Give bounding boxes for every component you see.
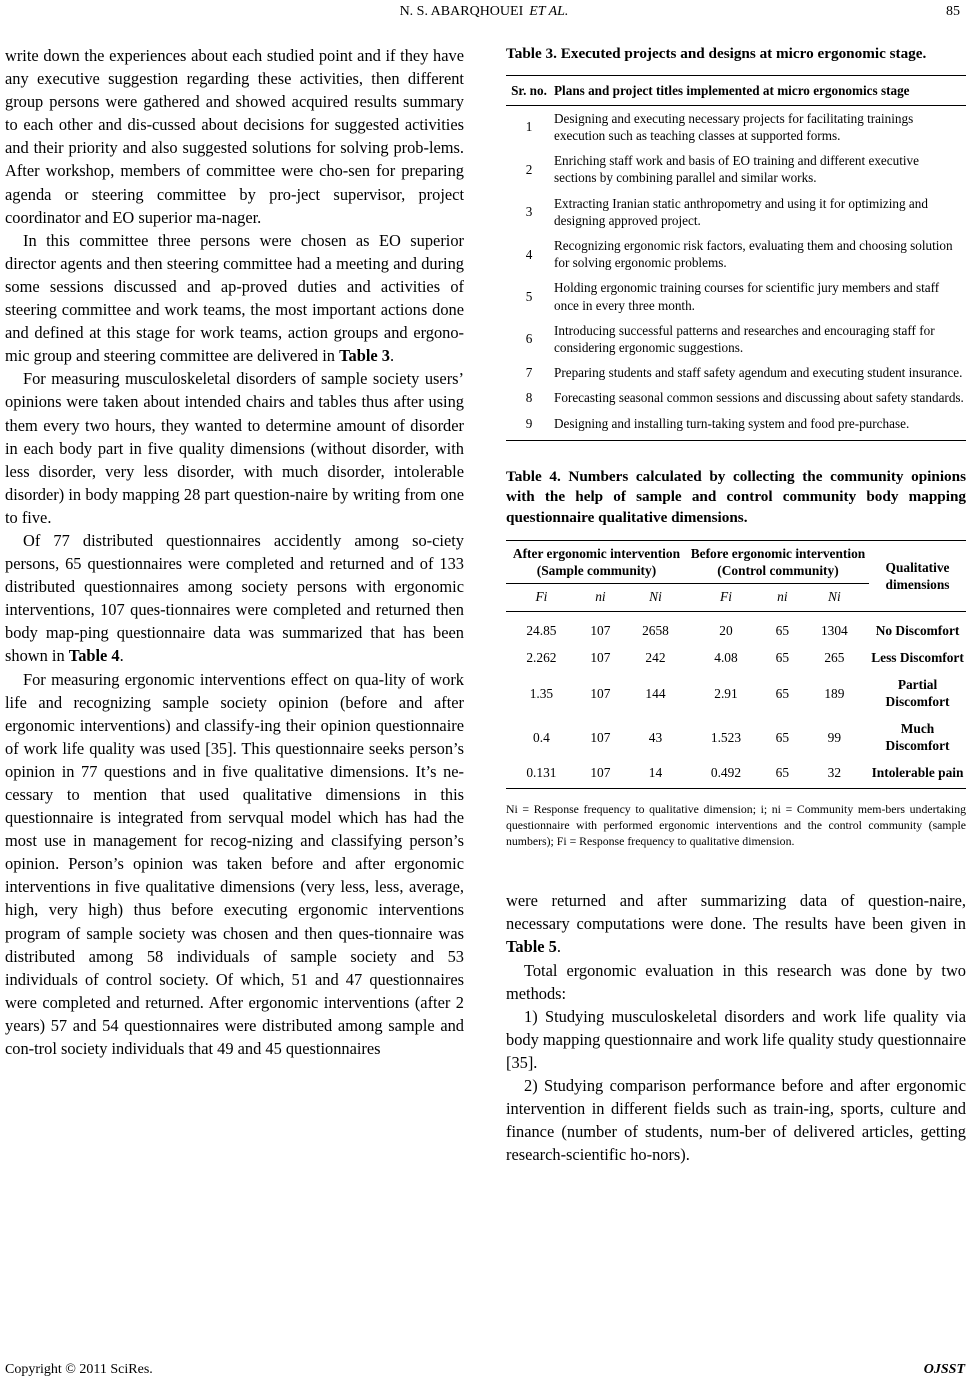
cell: 65 [775, 729, 790, 745]
cell: 24.85 [526, 623, 557, 639]
cell: 107 [577, 759, 624, 789]
dimension-label: No Discomfort [875, 623, 960, 639]
right-body-text [506, 889, 966, 1166]
cell: 1.35 [529, 685, 554, 701]
cell: 0.492 [687, 759, 765, 789]
paragraph: 1) Studying musculoskeletal disorders and work life quality via body mapping questionnaire and work life quality study questionnaire [35]. [506, 1006, 966, 1072]
cell: 4.08 [714, 650, 738, 666]
copyright: Copyright © 2011 SciRes. [5, 1362, 153, 1377]
row-text: Extracting Iranian static anthropometry and using it for optimizing and designing approved project. [554, 195, 928, 228]
table-reference[interactable]: Table 5 [506, 937, 557, 957]
paragraph-text: In this committee three persons were chosen as EO superior director agents and then steering committee had a meeting and during some sessions discussed and ap-proved duties and activities of steering committee and work teams, the most important actions done and defined at this stage for work teams, action groups and ergono-mic group and steering committee are delivered in [5, 230, 464, 366]
running-header [0, 4, 968, 24]
punctuation: . [119, 646, 124, 666]
row-text: Introducing successful patterns and researches and encouraging staff for considering ergonomic suggestions. [554, 322, 935, 355]
row-number: 5 [525, 288, 533, 304]
table3 [506, 75, 966, 441]
qualitative-dimensions-header: Qualitative dimensions [869, 541, 966, 612]
row-number: 2 [525, 161, 533, 177]
row-text: Designing and installing turn-taking system and food pre-purchase. [552, 411, 966, 441]
paragraph: 2) Studying comparison performance before and after ergonomic intervention in different fields such as train-ing, sports, culture and finance (number of students, num-ber of delivered articles, getting research-scientific ho-nors). [506, 1076, 966, 1165]
cell: 14 [624, 759, 687, 789]
cell: 20 [719, 623, 733, 639]
paragraph [506, 889, 966, 958]
cell: 99 [827, 729, 842, 745]
group-header-after: After ergonomic intervention (Sample community) [506, 541, 687, 584]
cell: 65 [775, 685, 790, 701]
table4-caption: Table 4. Numbers calculated by collecting the community opinions with the help of sample and control community body mapping questionnaire qualitative dimensions. [506, 467, 966, 526]
paragraph-text: were returned and after summarizing data of question-naire, necessary computations were done. The results have been given in [506, 891, 966, 934]
subheader-cell: Fi [506, 584, 577, 612]
cell: 2.262 [526, 650, 557, 666]
cell: 265 [824, 650, 845, 666]
cell: 65 [775, 623, 790, 639]
header-etal: ET AL. [529, 4, 569, 19]
paragraph: For measuring ergonomic interventions effect on qua-lity of work life and recognizing sample society opinion (before and after ergonomic interventions) and classify-ing their opinion questionnaire of work life quality was used [35]. This questionnaire seeks person’s opinion in 77 questions and in five qualitative dimensions. It’s ne-cessary to mention that used qualitative dimensions in this questionnaire is integrated from servqual model which has had the most use in management for recog-nizing and classifying person’s opinion. Person’s opinion was taken before and after ergonomic interventions in five qualitative dimensions (very less, less, average, high, very high) thus before executing ergonomic interventions program of sample society was chosen and then ques-tionnaire was distributed among 58 individuals of sample society and 53 individuals of control society. Of which, 51 and 47 questionnaires were completed and returned. After ergonomic interventions (after 2 years) 57 and 54 questionnaires were distributed among sample and con-trol society individuals that 49 and 45 questionnaires [5, 669, 464, 1059]
row-number: 8 [525, 390, 533, 406]
table4-note: Ni = Response frequency to qualitative dimension; i; ni = Community mem-bers undertaking questionnaire with performed ergonomic interventions and the control community (sample numbers); Fi = Response frequency to qualitative dimension. [506, 802, 966, 849]
row-number: 4 [525, 246, 533, 262]
paragraph: Total ergonomic evaluation in this research was done by two methods: [506, 960, 966, 1003]
paragraph: write down the experiences about each studied point and if they have any executive suggestion regarding these activities, then different group persons were gathered and showed acquired results summary to each other and dis-cussed about decisions for suggested activities and their priority and also suggested solutions for solving prob-lems. After workshop, members of committee were cho-sen for preparing agenda or steering committee by pro-ject supervisor, project coordinator and EO superior ma-nager. [5, 46, 464, 227]
cell: 2658 [642, 623, 669, 639]
header-author: N. S. ABARQHOUEI [399, 4, 524, 19]
dimension-label: Partial Discomfort [885, 677, 950, 710]
table-row [506, 233, 966, 275]
cell: 32 [800, 759, 869, 789]
page-footer [5, 1362, 965, 1378]
table-row [506, 411, 966, 441]
table-row [506, 318, 966, 360]
table-row [506, 759, 966, 789]
cell: 0.131 [506, 759, 577, 789]
group-header-before: Before ergonomic intervention (Control community) [687, 541, 869, 584]
table-reference[interactable]: Table 4 [68, 646, 120, 666]
row-number: 3 [525, 204, 533, 220]
paragraph [5, 529, 464, 668]
paragraph-text: Of 77 distributed questionnaires accidently among so-ciety persons, 65 questionnaires were completed and returned and of 133 distributed questionnaires among society persons with ergonomic interventions, 107 ques-tionnaires were completed and returned then body map-ping questionnaire data was summarized that has been shown in [5, 530, 464, 666]
subheader-cell: Ni [800, 584, 869, 612]
paragraph: For measuring musculoskeletal disorders of sample society users’ opinions were taken about intended chairs and tables thus after using them every two hours, they wanted to determine amount of disorder in each body part in five quality dimensions (without disorder, with less disorder, very less disorder, with much disorder, intolerable disorder) in body mapping 28 part question-naire by writing from one to five. [5, 369, 464, 527]
subheader-cell: ni [577, 584, 624, 612]
subheader-cell: ni [765, 584, 800, 612]
row-text: Forecasting seasonal common sessions and discussing about safety standards. [554, 390, 964, 406]
cell: 107 [590, 650, 611, 666]
table-row [506, 385, 966, 410]
cell: 107 [590, 685, 611, 701]
header-title [0, 4, 968, 20]
cell: 1.523 [710, 729, 742, 745]
row-number: 6 [525, 331, 533, 347]
table-row [506, 275, 966, 317]
row-text: Designing and executing necessary projects for facilitating trainings execution such as teaching classes at supported forms. [554, 110, 914, 143]
cell: 43 [648, 729, 663, 745]
right-column [506, 44, 966, 1166]
column-header-no: Sr. no. [506, 75, 552, 105]
cell: 107 [590, 729, 611, 745]
subheader-cell: Fi [687, 584, 765, 612]
cell: 65 [775, 650, 790, 666]
table-header-row [506, 75, 966, 105]
cell: 0.4 [533, 729, 550, 745]
cell: 1304 [820, 623, 848, 639]
table-row [506, 148, 966, 190]
row-text: Holding ergonomic training courses for scientific jury members and staff once in every three month. [554, 280, 940, 313]
column-header-title: Plans and project titles implemented at micro ergonomics stage [552, 75, 966, 105]
cell: 189 [824, 685, 845, 701]
row-number: 7 [525, 365, 533, 381]
cell: 242 [645, 650, 666, 666]
dimension-label: Much Discomfort [885, 721, 950, 754]
journal-name: OJSST [923, 1362, 965, 1377]
row-text: Enriching staff work and basis of EO training and different executive sections by combining parallel and similar works. [554, 153, 919, 186]
table-row [506, 191, 966, 233]
row-number: 1 [525, 119, 533, 135]
punctuation: . [389, 346, 395, 366]
table-row [506, 612, 966, 645]
dimension-label: Intolerable pain [869, 759, 966, 789]
paragraph [5, 229, 464, 368]
row-text: Recognizing ergonomic risk factors, evaluating them and choosing solution for solving ergonomic problems. [554, 237, 953, 271]
table-row [506, 671, 966, 715]
table-reference[interactable]: Table 3 [339, 346, 390, 366]
table-header-row [506, 541, 966, 584]
dimension-label: Less Discomfort [871, 650, 964, 666]
cell: 107 [590, 623, 611, 639]
left-column [5, 44, 464, 1060]
punctuation: . [556, 937, 561, 957]
cell: 65 [765, 759, 800, 789]
table-row [506, 644, 966, 671]
subheader-cell: Ni [624, 584, 687, 612]
table4 [506, 540, 966, 789]
cell: 144 [645, 685, 666, 701]
row-text: Preparing students and staff safety agendum and executing student insurance. [554, 365, 963, 381]
table-row [506, 105, 966, 148]
table-row [506, 715, 966, 759]
row-number: 9 [506, 411, 552, 441]
page-number: 85 [946, 4, 960, 19]
table3-caption: Table 3. Executed projects and designs at micro ergonomic stage. [506, 45, 927, 62]
cell: 2.91 [714, 685, 738, 701]
table-row [506, 360, 966, 385]
